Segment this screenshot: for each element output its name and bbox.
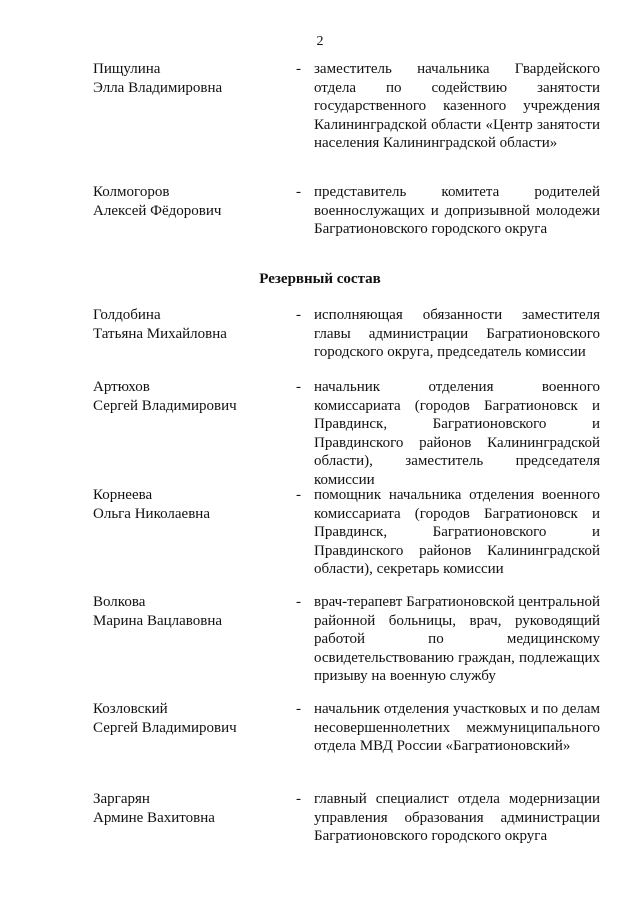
member-role: начальник отделения военного комиссариата (городов Багратионовск и Правдинск, Багратионовского и Правдинского районов Калининградской области), заместитель председателя комиссии <box>314 379 600 488</box>
member-surname: Корнеева <box>93 487 153 503</box>
member-surname: Заргарян <box>93 791 150 807</box>
dash-separator: - <box>296 61 301 77</box>
member-surname: Колмогоров <box>93 184 170 200</box>
member-surname: Волкова <box>93 594 146 610</box>
section-title-reserve: Резервный состав <box>259 271 381 287</box>
dash-separator: - <box>296 379 301 395</box>
member-surname: Артюхов <box>93 379 150 395</box>
member-role: помощник начальника отделения военного комиссариата (городов Багратионовск и Правдинск, Багратионовского и Правдинского районов Калининградской области), секретарь комиссии <box>314 487 600 577</box>
member-given-names: Алексей Фёдорович <box>93 202 222 219</box>
dash-separator: - <box>296 487 301 503</box>
member-role: главный специалист отдела модернизации управления образования администрации Багратионовского городского округа <box>314 791 600 844</box>
member-given-names: Марина Вацлавовна <box>93 612 223 629</box>
member-name <box>93 593 283 630</box>
member-role: врач-терапевт Багратионовской центральной районной больницы, врач, руководящий работой по медицинскому освидетельствованию граждан, подлежащих призыву на военную службу <box>314 594 600 684</box>
member-name <box>93 183 283 220</box>
dash-separator: - <box>296 791 301 807</box>
member-name <box>93 378 283 415</box>
member-given-names: Сергей Владимирович <box>93 719 237 736</box>
member-surname: Голдобина <box>93 307 161 323</box>
dash-separator: - <box>296 307 301 323</box>
member-given-names: Татьяна Михайловна <box>93 325 227 342</box>
dash-separator: - <box>296 594 301 610</box>
dash-separator: - <box>296 701 301 717</box>
member-given-names: Сергей Владимирович <box>93 397 237 414</box>
member-surname: Козловский <box>93 701 168 717</box>
member-role: исполняющая обязанности заместителя главы администрации Багратионовского городского округа, председатель комиссии <box>314 307 600 360</box>
member-role: представитель комитета родителей военнослужащих и допризывной молодежи Багратионовского городского округа <box>314 184 600 237</box>
member-name <box>93 790 283 827</box>
member-role: начальник отделения участковых и по делам несовершеннолетних межмуниципального отдела МВД России «Багратионовский» <box>314 701 600 754</box>
member-surname: Пищулина <box>93 61 161 77</box>
member-name <box>93 700 283 737</box>
dash-separator: - <box>296 184 301 200</box>
member-given-names: Армине Вахитовна <box>93 809 215 826</box>
member-given-names: Элла Владимировна <box>93 79 223 96</box>
member-name <box>93 486 283 523</box>
member-given-names: Ольга Николаевна <box>93 505 210 522</box>
member-name <box>93 60 283 97</box>
member-name <box>93 306 283 343</box>
member-role: заместитель начальника Гвардейского отдела по содействию занятости государственного казенного учреждения Калининградской области «Центр занятости населения Калининградской области» <box>314 61 600 151</box>
page-number: 2 <box>316 34 324 49</box>
